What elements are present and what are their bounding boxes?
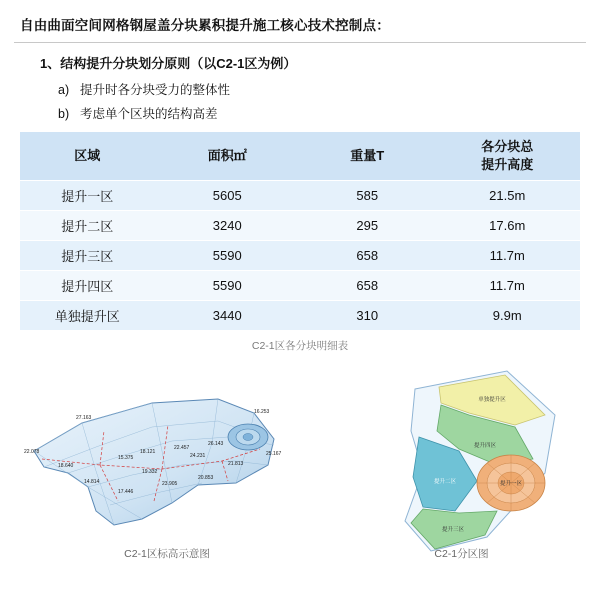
column-header-height-line2: 提升高度 bbox=[481, 157, 534, 172]
cell-size: 3440 bbox=[154, 301, 300, 331]
column-header-size: 面积㎡ bbox=[154, 132, 300, 181]
section-heading: 1、结构提升分块划分原则（以C2-1区为例） bbox=[40, 56, 297, 71]
cell-size: 5605 bbox=[154, 181, 300, 211]
table-header-row bbox=[20, 132, 580, 181]
column-header-height bbox=[434, 132, 580, 181]
figures-row bbox=[14, 361, 586, 591]
spec-table bbox=[20, 132, 580, 331]
cell-area: 提升四区 bbox=[20, 271, 154, 301]
cell-weight: 295 bbox=[300, 211, 434, 241]
list-item-label: 考虑单个区块的结构高差 bbox=[80, 107, 218, 121]
zone-label-one: 提升一区 bbox=[499, 481, 523, 487]
elevation-diagram-svg bbox=[22, 361, 312, 561]
cell-size: 5590 bbox=[154, 241, 300, 271]
column-header-weight: 重量T bbox=[300, 132, 434, 181]
elevation-label: 21.813 bbox=[228, 461, 244, 467]
list-item bbox=[14, 80, 586, 98]
cell-area: 提升一区 bbox=[20, 181, 154, 211]
zone-label-four: 提升四区 bbox=[473, 443, 497, 449]
cell-height: 17.6m bbox=[434, 211, 580, 241]
page-title: 自由曲面空间网格钢屋盖分块累积提升施工核心技术控制点： bbox=[20, 18, 390, 33]
zoning-diagram-svg bbox=[319, 361, 600, 561]
figure-elevation-diagram bbox=[22, 361, 312, 561]
column-header-area: 区域 bbox=[20, 132, 154, 181]
cell-size: 5590 bbox=[154, 271, 300, 301]
cell-height: 11.7m bbox=[434, 271, 580, 301]
cell-weight: 658 bbox=[300, 241, 434, 271]
zone-label-two: 提升二区 bbox=[433, 479, 457, 485]
figure-elevation-canvas bbox=[22, 361, 312, 561]
figure-left-caption: C2-1区标高示意图 bbox=[124, 548, 210, 560]
list-item-label: 提升时各分块受力的整体性 bbox=[80, 83, 231, 97]
cell-weight: 585 bbox=[300, 181, 434, 211]
list-item-marker: b) bbox=[58, 107, 70, 121]
elevation-label: 15.375 bbox=[118, 455, 134, 461]
elevation-label: 14.814 bbox=[84, 479, 100, 485]
elevation-label: 22.078 bbox=[24, 449, 40, 455]
table-row bbox=[20, 301, 580, 331]
elevation-label: 23.905 bbox=[162, 481, 178, 487]
zone-label-standalone: 单独提升区 bbox=[478, 397, 506, 403]
elevation-label: 27.163 bbox=[76, 415, 92, 421]
list-item bbox=[14, 104, 586, 122]
table-header bbox=[20, 132, 580, 181]
cell-height: 21.5m bbox=[434, 181, 580, 211]
cell-area: 提升二区 bbox=[20, 211, 154, 241]
cell-weight: 310 bbox=[300, 301, 434, 331]
table-row bbox=[20, 181, 580, 211]
table-body bbox=[20, 181, 580, 331]
cell-height: 11.7m bbox=[434, 241, 580, 271]
cell-area: 单独提升区 bbox=[20, 301, 154, 331]
elevation-label: 22.457 bbox=[174, 445, 190, 451]
column-header-height-line1: 各分块总 bbox=[481, 139, 534, 155]
elevation-label: 18.121 bbox=[140, 449, 156, 455]
table-row bbox=[20, 241, 580, 271]
table-caption: C2-1区各分块明细表 bbox=[251, 340, 349, 352]
figure-zoning-diagram bbox=[319, 361, 600, 561]
zone-label-three: 提升三区 bbox=[441, 527, 465, 533]
list-item-marker: a) bbox=[58, 83, 70, 97]
elevation-label: 17.446 bbox=[118, 489, 134, 495]
title-divider bbox=[14, 42, 586, 43]
cell-weight: 658 bbox=[300, 271, 434, 301]
elevation-label: 26.143 bbox=[208, 441, 224, 447]
cell-size: 3240 bbox=[154, 211, 300, 241]
table-row bbox=[20, 211, 580, 241]
elevation-label: 25.167 bbox=[266, 451, 282, 457]
detail-ellipse bbox=[228, 424, 268, 450]
cell-height: 9.9m bbox=[434, 301, 580, 331]
elevation-label: 24.231 bbox=[190, 453, 206, 459]
elevation-label: 19.332 bbox=[142, 469, 158, 475]
elevation-label: 20.853 bbox=[198, 475, 214, 481]
elevation-label: 18.640 bbox=[58, 463, 74, 469]
spec-table-wrapper bbox=[14, 132, 586, 353]
table-row bbox=[20, 271, 580, 301]
figure-right-caption: C2-1分区图 bbox=[434, 548, 489, 560]
figure-zoning-canvas bbox=[319, 361, 600, 561]
cell-area: 提升三区 bbox=[20, 241, 154, 271]
elevation-label: 16.253 bbox=[254, 409, 270, 415]
